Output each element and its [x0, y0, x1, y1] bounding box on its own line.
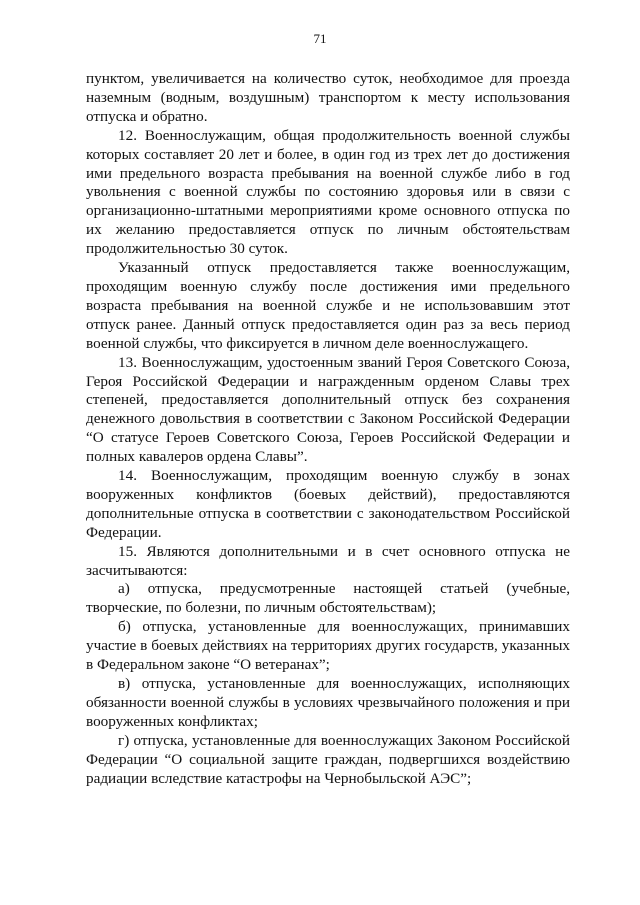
page-number: 71 [313, 31, 327, 46]
paragraph-item-12: 12. Военнослужащим, общая продолжительность военной службы которых составляет 20 лет и более, в один год из трех лет до достижения ими предельного возраста пребывания на военной службе либо в год увольнения с военной службы по состоянию здоровья или в связи с организационно-штатными мероприятиями кроме основного отпуска по их желанию предоставляется отпуск по личным обстоятельствам продолжительностью 30 суток. [86, 126, 570, 258]
list-item-15b: б) отпуска, установленные для военнослужащих, принимавших участие в боевых действиях на территориях других государств, указанных в Федеральном законе “О ветеранах”; [86, 618, 570, 674]
paragraph-item-14: 14. Военнослужащим, проходящим военную службу в зонах вооруженных конфликтов (боевых действий), предоставляются дополнительные отпуска в соответствии с законодательством Российской Федерации. [86, 467, 570, 541]
list-item-15a: а) отпуска, предусмотренные настоящей статьей (учебные, творческие, по болезни, по личным обстоятельствам); [86, 580, 570, 617]
paragraph-item-15: 15. Являются дополнительными и в счет основного отпуска не засчитываются: [86, 542, 570, 579]
list-item-15v: в) отпуска, установленные для военнослужащих, исполняющих обязанности военной службы в условиях чрезвычайного положения и при вооруженных конфликтах; [86, 675, 570, 730]
list-item-15g: г) отпуска, установленные для военнослужащих Законом Российской Федерации “О социальной защите граждан, подвергшихся воздействию радиации вследствие катастрофы на Чернобыльской АЭС”; [86, 731, 570, 787]
paragraph-item-12-continuation: Указанный отпуск предоставляется также военнослужащим, проходящим военную службу после достижения ими предельного возраста пребывания на военной службе и не использовавшим этот отпуск ранее. Данный отпуск предоставляется один раз за весь период военной службы, что фиксируется в личном деле военнослужащего. [86, 259, 570, 352]
paragraph-continuation: пунктом, увеличивается на количество суток, необходимое для проезда наземным (водным, воздушным) транспортом к месту использования отпуска и обратно. [86, 70, 570, 125]
document-body [86, 70, 570, 788]
paragraph-item-13: 13. Военнослужащим, удостоенным званий Героя Советского Союза, Героя Российской Федерации и награжденным орденом Славы трех степеней, предоставляется дополнительный отпуск без сохранения денежного довольствия в соответствии с Законом Российской Федерации “О статусе Героев Советского Союза, Героев Российской Федерации и полных кавалеров ордена Славы”. [86, 353, 570, 466]
